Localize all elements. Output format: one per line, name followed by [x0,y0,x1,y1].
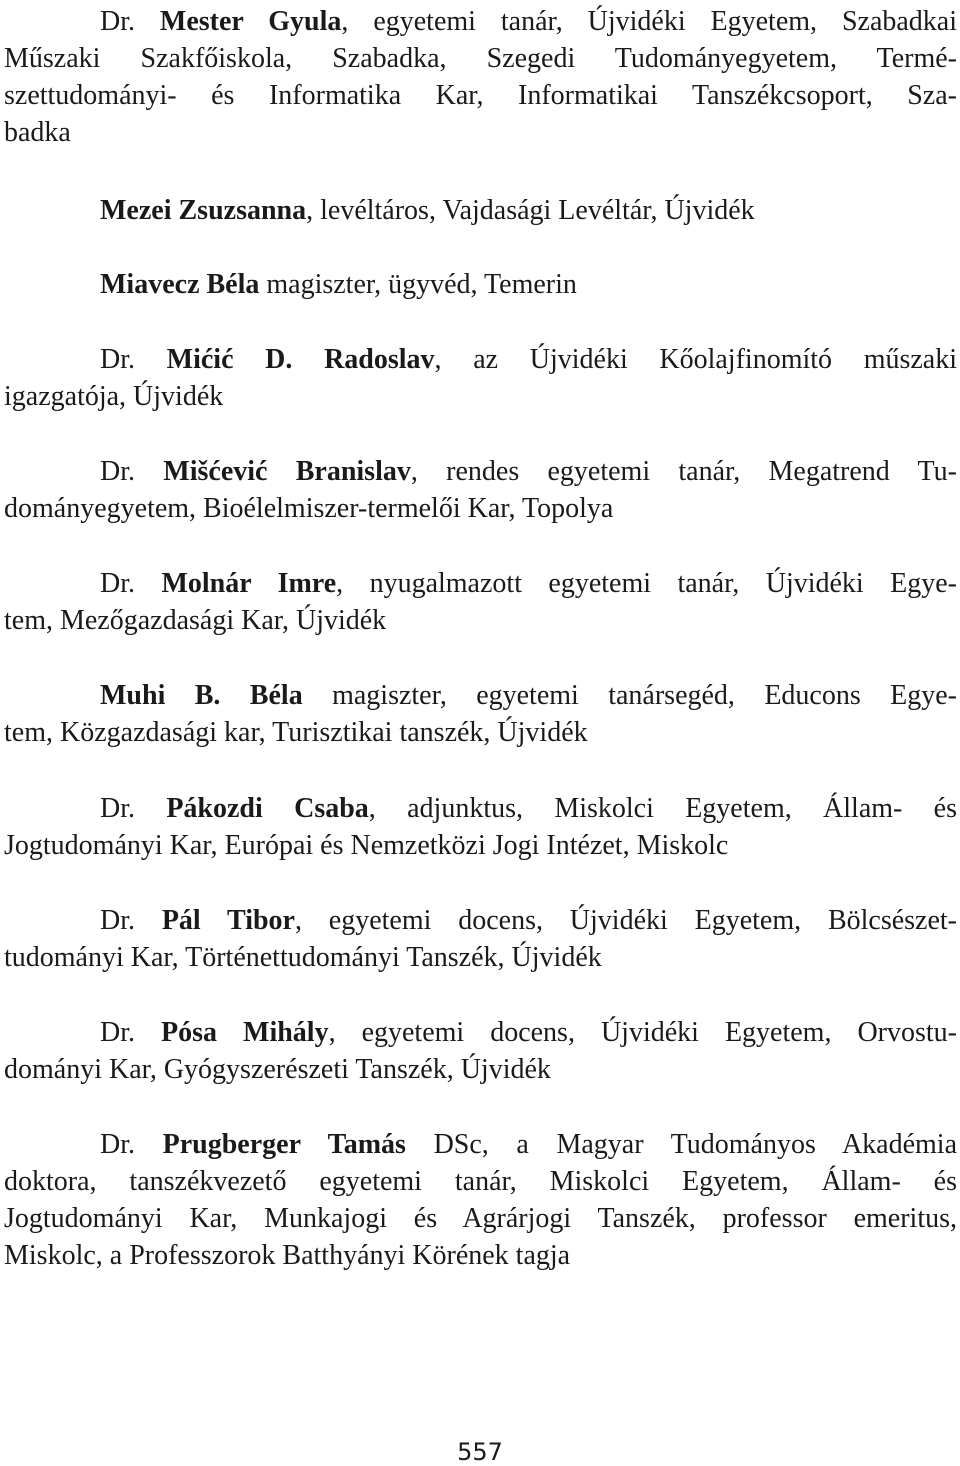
entry-line: tem, Közgazdasági kar, Turisztikai tanszék, Újvidék [4,717,588,748]
contributor-name: Mester Gyula [159,6,342,37]
contributor-name: Pál Tibor [161,905,295,936]
entry-line: Miskolc, a Professzorok Batthyányi Körének tagja [4,1240,571,1271]
contributor-entry [4,790,957,864]
entry-line: badka [4,117,71,148]
contributor-name: Muhi B. Béla [100,680,303,711]
entry-line: Jogtudományi Kar, Európai és Nemzetközi Jogi Intézet, Miskolc [4,830,729,861]
contributor-entry [4,565,957,639]
entry-line: igazgatója, Újvidék [4,381,224,412]
entry-line: Miavecz Béla magiszter, ügyvéd, Temerin [100,269,577,300]
contributor-entry [4,3,957,151]
entry-line: tudományi Kar, Történettudományi Tanszék, Újvidék [4,942,602,973]
contributor-name: Mezei Zsuzsanna [100,195,307,226]
entry-line: Dr. Pál Tibor, egyetemi docens, Újvidéki Egyetem, Bölcsészet- [100,905,958,936]
entry-line: dományi Kar, Gyógyszerészeti Tanszék, Újvidék [4,1054,551,1085]
contributor-name: Pákozdi Csaba [166,793,369,824]
entry-line: Műszaki Szakfőiskola, Szabadka, Szegedi Tudományegyetem, Termé- [4,43,957,74]
entry-line: Dr. Mester Gyula, egyetemi tanár, Újvidéki Egyetem, Szabadkai [100,6,958,37]
page-number: 557 [457,1438,503,1466]
contributor-entry [4,1126,957,1274]
contributor-entry [4,1014,957,1088]
entry-line: Mezei Zsuzsanna, levéltáros, Vajdasági Levéltár, Újvidék [100,195,755,226]
entry-line: Dr. Pákozdi Csaba, adjunktus, Miskolci Egyetem, Állam- és [100,793,957,824]
entry-line: dományegyetem, Bioélelmiszer-termelői Kar, Topolya [4,493,614,524]
entry-line: Muhi B. Béla magiszter, egyetemi tanársegéd, Educons Egye- [100,680,957,711]
entry-line: szettudományi- és Informatika Kar, Informatikai Tanszékcsoport, Sza- [4,80,957,111]
entry-line: Dr. Pósa Mihály, egyetemi docens, Újvidéki Egyetem, Orvostu- [100,1017,958,1048]
contributor-entry [4,266,957,303]
entry-line: Dr. Prugberger Tamás DSc, a Magyar Tudományos Akadémia [100,1129,958,1160]
contributor-name: Miavecz Béla [100,269,260,300]
contributor-entry [4,677,957,751]
entry-line: Dr. Molnár Imre, nyugalmazott egyetemi tanár, Újvidéki Egye- [100,568,957,599]
entry-line: Jogtudományi Kar, Munkajogi és Agrárjogi Tanszék, professor emeritus, [4,1203,957,1234]
contributor-entry [4,453,957,527]
contributor-name: Mišćević Branislav [163,456,411,487]
entry-line: tem, Mezőgazdasági Kar, Újvidék [4,605,387,636]
contributor-entry [4,902,957,976]
contributor-name: Pósa Mihály [161,1017,329,1048]
contributor-name: Mićić D. Radoslav [166,344,435,375]
entry-line: doktora, tanszékvezető egyetemi tanár, Miskolci Egyetem, Állam- és [4,1166,957,1197]
contributor-name: Molnár Imre [161,568,337,599]
contributor-entry [4,192,957,229]
contributor-name: Prugberger Tamás [162,1129,406,1160]
contributor-entry [4,341,957,415]
entry-line: Dr. Mićić D. Radoslav, az Újvidéki Kőolajfinomító műszaki [100,344,958,375]
entry-line: Dr. Mišćević Branislav, rendes egyetemi tanár, Megatrend Tu- [100,456,957,487]
